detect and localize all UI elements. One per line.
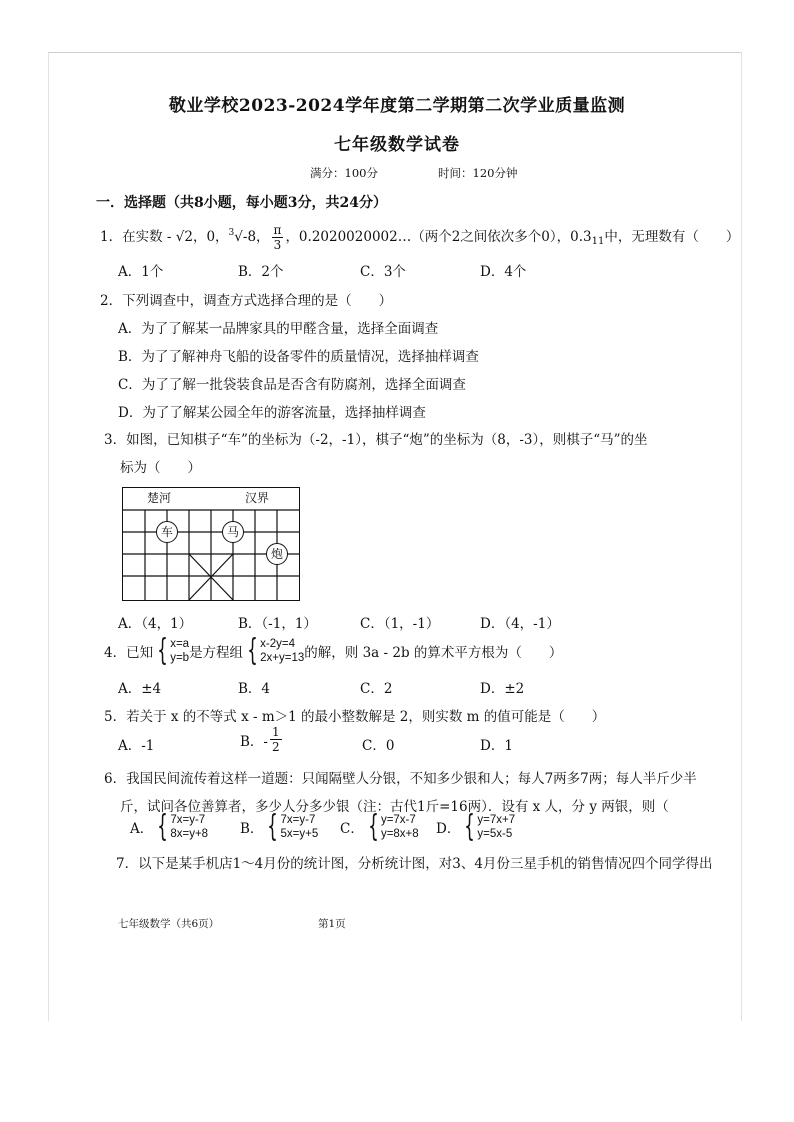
q5-option-a[interactable]: A．-1	[118, 738, 155, 754]
question-3-stem: 3．如图，已知棋子“车”的坐标为（-2，-1），棋子“炮”的坐标为（8，-3），则棋子“马”的坐	[104, 432, 648, 448]
q3-option-b[interactable]: B．（-1，1）	[238, 616, 317, 632]
question-4-stem: 4． 已知 { x=a y=b 是方程组 { x-2y=4 2x+y=13 的解，则 3a - 2b 的算术平方根为（ ）	[104, 633, 563, 668]
fraction-one-half: $\frac{1}{2}$	[271, 725, 280, 754]
q1-option-a[interactable]: A．1个	[118, 264, 164, 280]
exam-time: 时间：120分钟	[438, 166, 518, 180]
piece-ma: 马	[222, 521, 244, 543]
full-score: 满分：100分	[310, 166, 378, 180]
exam-subtitle: 七年级数学试卷	[334, 135, 460, 155]
q4-option-c[interactable]: C．2	[360, 681, 393, 697]
pi-over-3: $\frac{\pi}{3}$	[273, 223, 282, 252]
q1-option-d[interactable]: D．4个	[480, 264, 527, 280]
q1-option-c[interactable]: C．3个	[360, 264, 406, 280]
chess-board-figure	[122, 487, 300, 601]
q3-option-d[interactable]: D．（4，-1）	[480, 616, 560, 632]
question-2-stem: 2．下列调查中，调查方式选择合理的是（ ）	[100, 293, 393, 309]
system-xy: { x=a y=b	[157, 633, 190, 668]
q3-option-c[interactable]: C．（1，-1）	[360, 616, 440, 632]
sqrt-2: √2	[175, 229, 193, 245]
q6-option-d[interactable]: D． { y=7x+7 y=5x-5	[436, 809, 516, 844]
q5-option-b[interactable]: B．- $\frac{1}{2}$	[240, 725, 280, 754]
river-label-left: 楚河	[147, 491, 172, 505]
question-1-stem: 1．在实数 - √2，0，$^3$√-8， $\frac{\pi}{3}$ ，0.2020020002…（两个2之间依次多个0），$0.3_{11}$中，无理数有（ ）	[100, 223, 740, 252]
q3-option-a[interactable]: A．（4，1）	[118, 616, 193, 632]
section-heading: 一．选择题（共8小题，每小题3分，共24分）	[96, 195, 387, 211]
q1-option-b[interactable]: B．2个	[238, 264, 284, 280]
equation-system: { x-2y=4 2x+y=13	[247, 633, 305, 668]
footer-page-number: 第1页	[318, 918, 346, 930]
question-5-stem: 5．若关于 x 的不等式 x - m＞1 的最小整数解是 2，则实数 m 的值可能是（ ）	[104, 709, 606, 725]
q5-option-d[interactable]: D．1	[480, 738, 513, 754]
q2-option-d[interactable]: D．为了了解某公园全年的游客流量，选择抽样调查	[118, 405, 426, 421]
piece-che: 车	[156, 521, 178, 543]
q2-option-a[interactable]: A．为了了解某一品牌家具的甲醛含量，选择全面调查	[118, 321, 439, 337]
question-3-stem-cont: 标为（ ）	[120, 460, 201, 476]
q4-option-d[interactable]: D．±2	[480, 681, 525, 697]
exam-title: 敬业学校2023-2024学年度第二学期第二次学业质量监测	[168, 96, 626, 116]
q5-option-c[interactable]: C．0	[362, 738, 395, 754]
q6-option-c[interactable]: C． { y=7x-7 y=8x+8	[340, 809, 419, 844]
piece-pao: 炮	[266, 543, 288, 565]
question-6-stem-cont: 斤，试问各位善算者，多少人分多少银（注：古代1斤=16两）．设有 x 人，分 y 两银，则（	[120, 799, 669, 815]
q6-option-a[interactable]: A． { 7x=y-7 8x=y+8	[130, 809, 209, 844]
q2-option-b[interactable]: B．为了了解神舟飞船的设备零件的质量情况，选择抽样调查	[118, 349, 479, 365]
q4-option-a[interactable]: A．±4	[118, 681, 162, 697]
q4-option-b[interactable]: B．4	[238, 681, 271, 697]
q6-option-b[interactable]: B． { 7x=y-7 5x=y+5	[240, 809, 319, 844]
q2-option-c[interactable]: C．为了了解一批袋装食品是否含有防腐剂，选择全面调查	[118, 377, 466, 393]
question-6-stem: 6．我国民间流传着这样一道题：只闻隔壁人分银，不知多少银和人；每人7两多7两；每人半斤少半	[104, 771, 697, 787]
question-7-stem: 7．以下是某手机店1～4月份的统计图，分析统计图，对3、4月份三星手机的销售情况四个同学得出	[116, 856, 713, 872]
cube-root-neg8: √-8	[234, 229, 257, 245]
footer-page-count: 七年级数学（共6页）	[118, 918, 220, 930]
river-label-right: 汉界	[245, 491, 270, 505]
